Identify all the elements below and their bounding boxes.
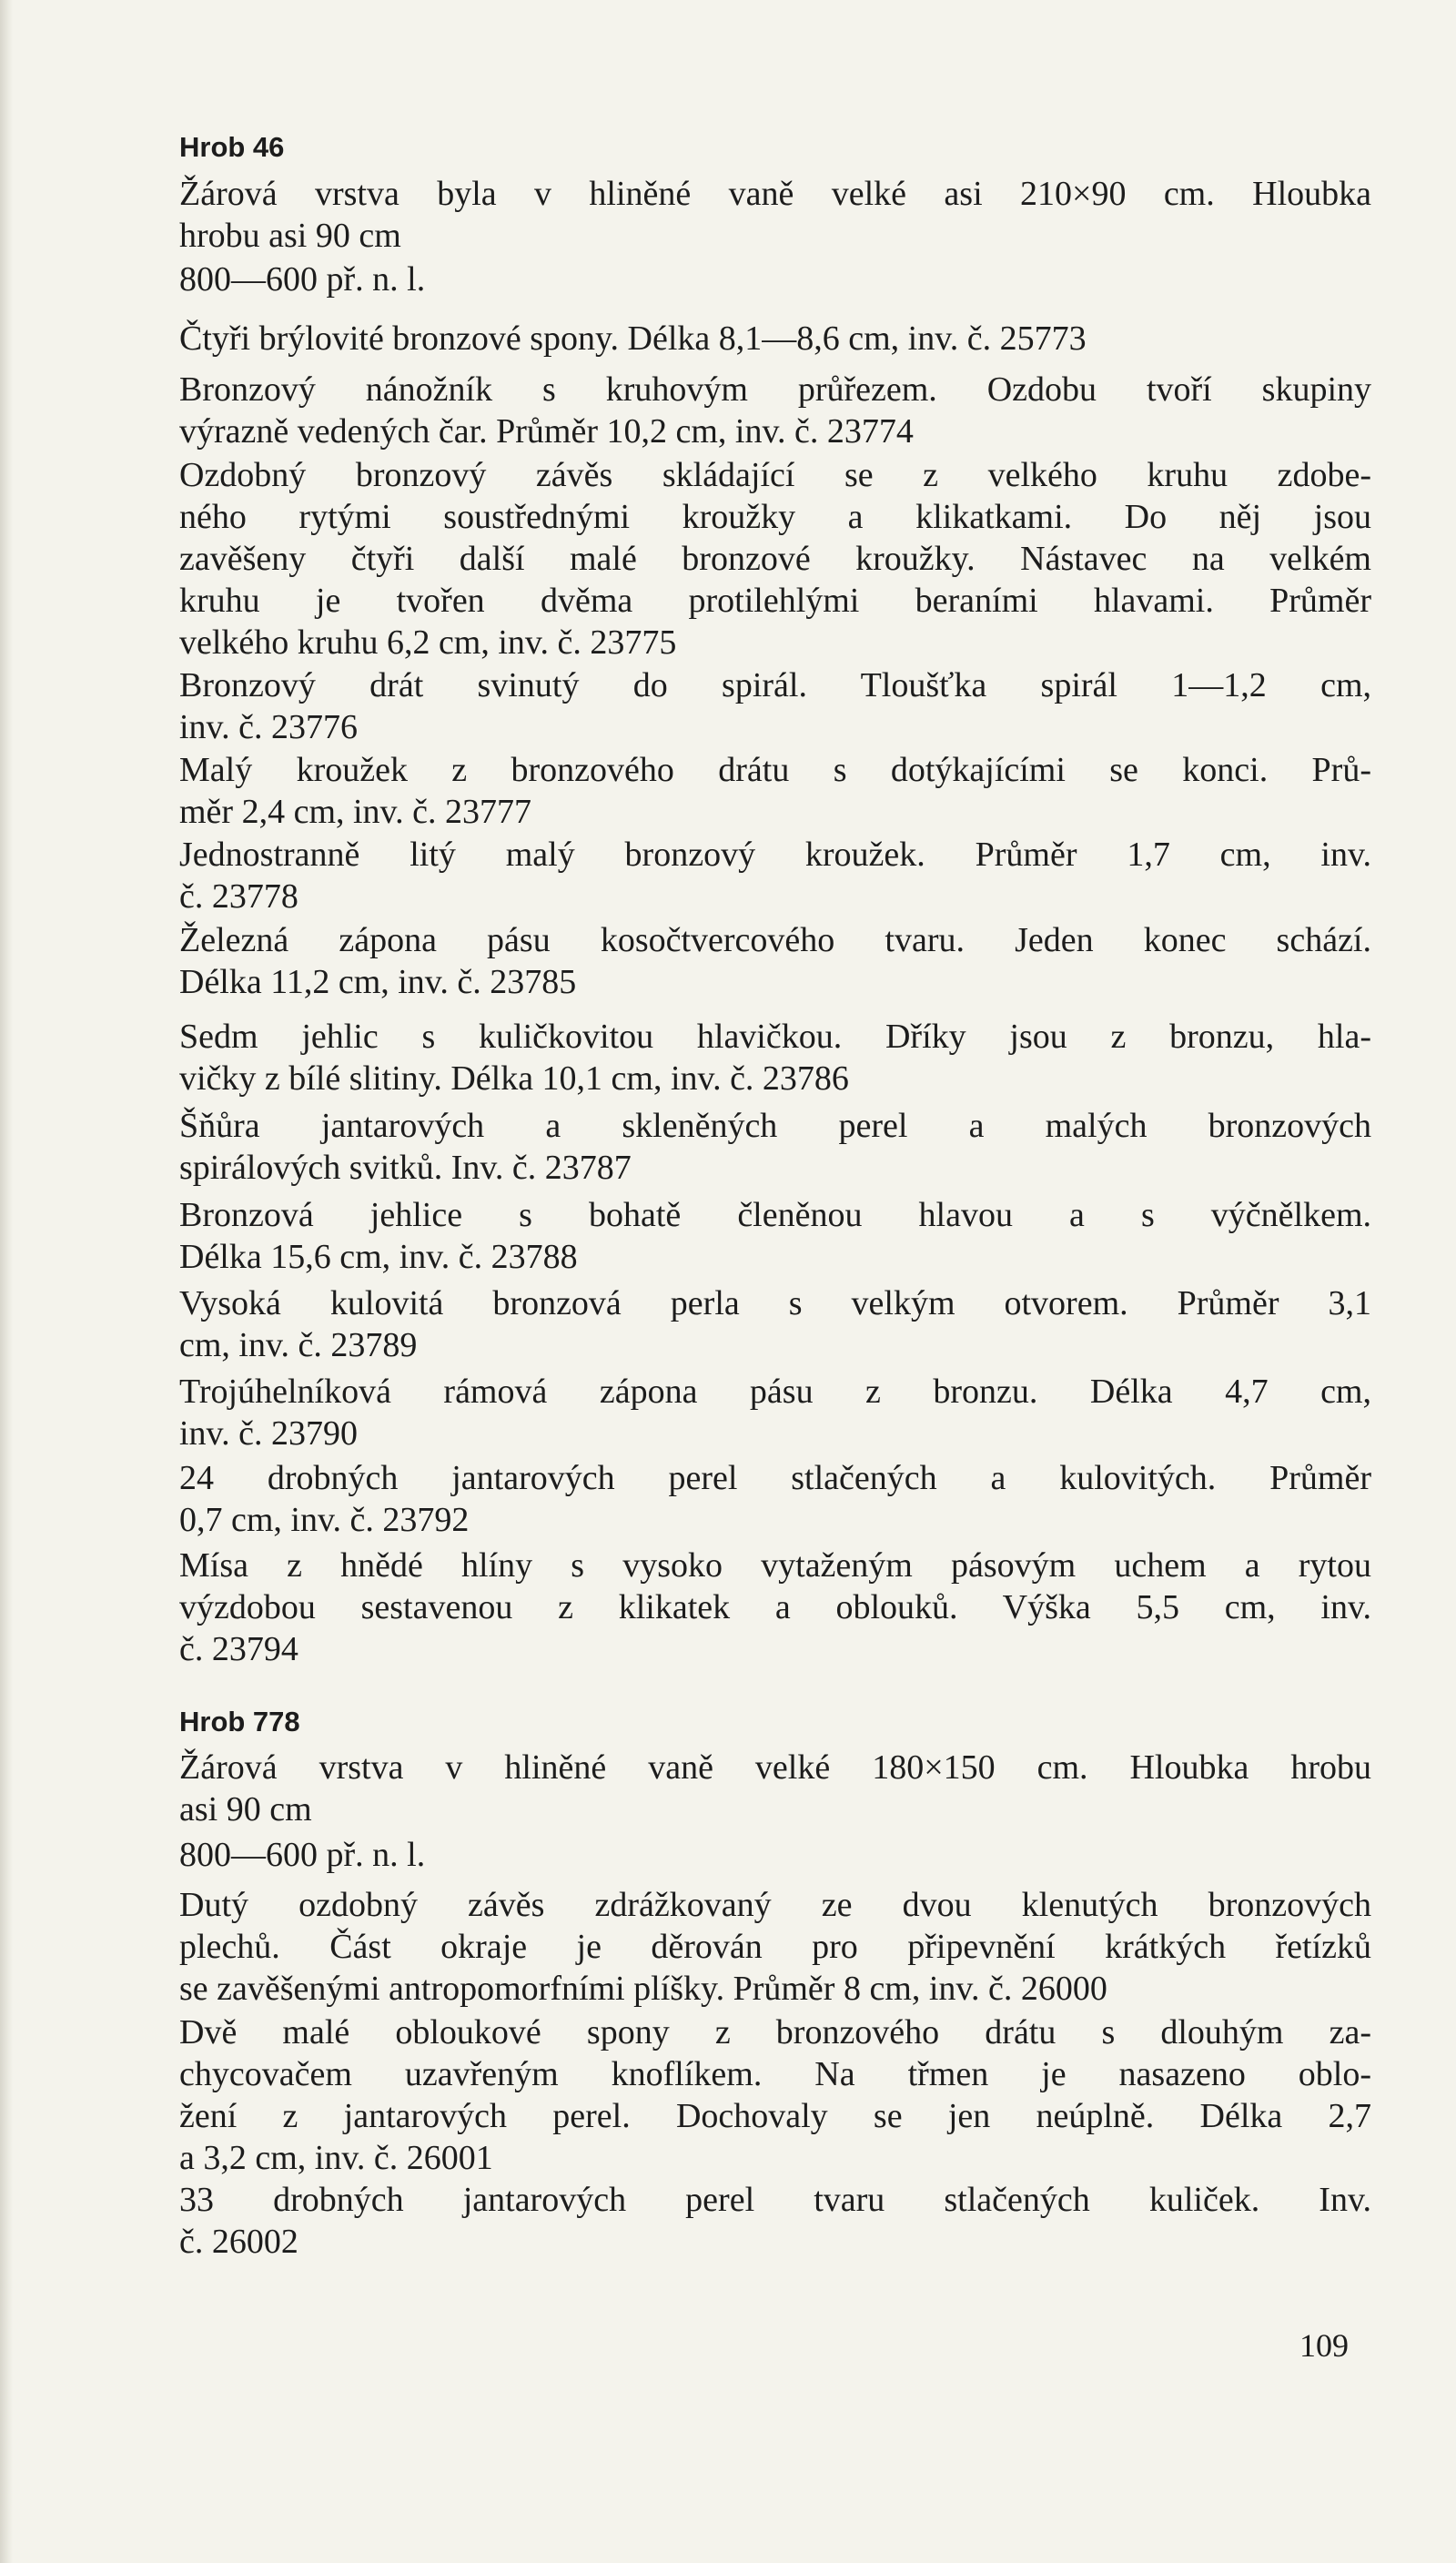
paragraph — [179, 1884, 1371, 2010]
text-line: Čtyři brýlovité bronzové spony. Délka 8,1—8,6 cm, inv. č. 25773 — [179, 319, 1087, 358]
text-line: inv. č. 23790 — [179, 1414, 358, 1453]
text-line: inv. č. 23776 — [179, 708, 358, 746]
text-line: Délka 11,2 cm, inv. č. 23785 — [179, 963, 577, 1001]
paragraph — [179, 1747, 1371, 1830]
text-line: plechů. Část okraje je děrován pro připevnění krátkých řetízků — [179, 1928, 1371, 1966]
text-line: č. 23778 — [179, 877, 298, 916]
text-line: výzdobou sestavenou z klikatek a oblouků. Výška 5,5 cm, inv. — [179, 1588, 1371, 1626]
paragraph — [179, 919, 1371, 1003]
text-line: Ozdobný bronzový závěs skládající se z velkého kruhu zdobe- — [179, 456, 1371, 494]
text-line: 24 drobných jantarových perel stlačených a kulovitých. Průměr — [179, 1459, 1371, 1497]
paragraph — [179, 2011, 1371, 2179]
paragraph — [179, 1457, 1371, 1541]
text-line: Sedm jehlic s kuličkovitou hlavičkou. Dříky jsou z bronzu, hla- — [179, 1018, 1371, 1056]
text-line: výrazně vedených čar. Průměr 10,2 cm, inv. č. 23774 — [179, 412, 914, 451]
paragraph — [179, 1282, 1371, 1366]
paragraph — [179, 1545, 1371, 1670]
paragraph — [179, 664, 1371, 748]
text-line: kruhu je tvořen dvěma protilehlými beraními hlavami. Průměr — [179, 582, 1371, 620]
page-edge-shadow — [0, 0, 13, 2563]
paragraph — [179, 173, 1371, 257]
paragraph — [179, 1371, 1371, 1454]
paragraph — [179, 369, 1371, 452]
text-line: spirálových svitků. Inv. č. 23787 — [179, 1149, 632, 1187]
text-line: Žárová vrstva byla v hliněné vaně velké asi 210×90 cm. Hloubka — [179, 175, 1371, 213]
text-line: Žárová vrstva v hliněné vaně velké 180×150 cm. Hloubka hrobu — [179, 1748, 1371, 1787]
text-line: Vysoká kulovitá bronzová perla s velkým otvorem. Průměr 3,1 — [179, 1284, 1371, 1322]
text-line: Bronzový drát svinutý do spirál. Tloušťka spirál 1—1,2 cm, — [179, 666, 1371, 704]
text-line: vičky z bílé slitiny. Délka 10,1 cm, inv. č. 23786 — [179, 1059, 849, 1098]
text-line: měr 2,4 cm, inv. č. 23777 — [179, 793, 531, 831]
text-line: Jednostranně litý malý bronzový kroužek. Průměr 1,7 cm, inv. — [179, 836, 1371, 874]
text-line: žení z jantarových perel. Dochovaly se jen neúplně. Délka 2,7 — [179, 2097, 1371, 2135]
text-line: hrobu asi 90 cm — [179, 217, 401, 255]
text-line: Délka 15,6 cm, inv. č. 23788 — [179, 1238, 578, 1276]
text-line: Dutý ozdobný závěs zdrážkovaný ze dvou klenutých bronzových — [179, 1886, 1371, 1924]
paragraph — [179, 834, 1371, 917]
page-number: 109 — [1299, 2327, 1349, 2364]
paragraph — [179, 1194, 1371, 1278]
text-line: Šňůra jantarových a skleněných perel a malých bronzových — [179, 1107, 1371, 1145]
paragraph — [179, 454, 1371, 664]
text-line: Bronzová jehlice s bohatě členěnou hlavou a s výčnělkem. — [179, 1196, 1371, 1234]
paragraph — [179, 2179, 1371, 2263]
text-line: asi 90 cm — [179, 1790, 312, 1829]
text-line: se zavěšenými antropomorfními plíšky. Průměr 8 cm, inv. č. 26000 — [179, 1970, 1107, 2008]
text-line: 0,7 cm, inv. č. 23792 — [179, 1501, 470, 1539]
section-heading: Hrob 46 — [179, 131, 285, 163]
text-line: a 3,2 cm, inv. č. 26001 — [179, 2139, 493, 2177]
text-line: 33 drobných jantarových perel tvaru stlačených kuliček. Inv. — [179, 2181, 1371, 2219]
text-line: velkého kruhu 6,2 cm, inv. č. 23775 — [179, 623, 677, 662]
text-line: Mísa z hnědé hlíny s vysoko vytaženým pásovým uchem a rytou — [179, 1546, 1371, 1585]
text-line: Železná zápona pásu kosočtvercového tvaru. Jeden konec schází. — [179, 921, 1371, 959]
paragraph — [179, 1016, 1371, 1099]
text-line: 800—600 př. n. l. — [179, 1836, 426, 1874]
text-line: Trojúhelníková rámová zápona pásu z bronzu. Délka 4,7 cm, — [179, 1373, 1371, 1411]
paragraph — [179, 258, 1371, 300]
paragraph — [179, 749, 1371, 833]
text-line: č. 26002 — [179, 2223, 298, 2261]
text-line: Dvě malé obloukové spony z bronzového drátu s dlouhým za- — [179, 2013, 1371, 2051]
text-line: 800—600 př. n. l. — [179, 260, 426, 299]
text-line: chycovačem uzavřeným knoflíkem. Na třmen je nasazeno oblo- — [179, 2055, 1371, 2093]
text-line: ného rytými soustřednými kroužky a klikatkami. Do něj jsou — [179, 498, 1371, 536]
text-line: Bronzový nánožník s kruhovým průřezem. Ozdobu tvoří skupiny — [179, 370, 1371, 409]
paragraph — [179, 318, 1371, 360]
text-line: Malý kroužek z bronzového drátu s dotýkajícími se konci. Prů- — [179, 751, 1371, 789]
text-line: cm, inv. č. 23789 — [179, 1326, 418, 1364]
text-line: č. 23794 — [179, 1630, 298, 1668]
paragraph — [179, 1105, 1371, 1189]
section-heading: Hrob 778 — [179, 1706, 300, 1737]
paragraph — [179, 1834, 1371, 1876]
text-line: zavěšeny čtyři další malé bronzové kroužky. Nástavec na velkém — [179, 540, 1371, 578]
